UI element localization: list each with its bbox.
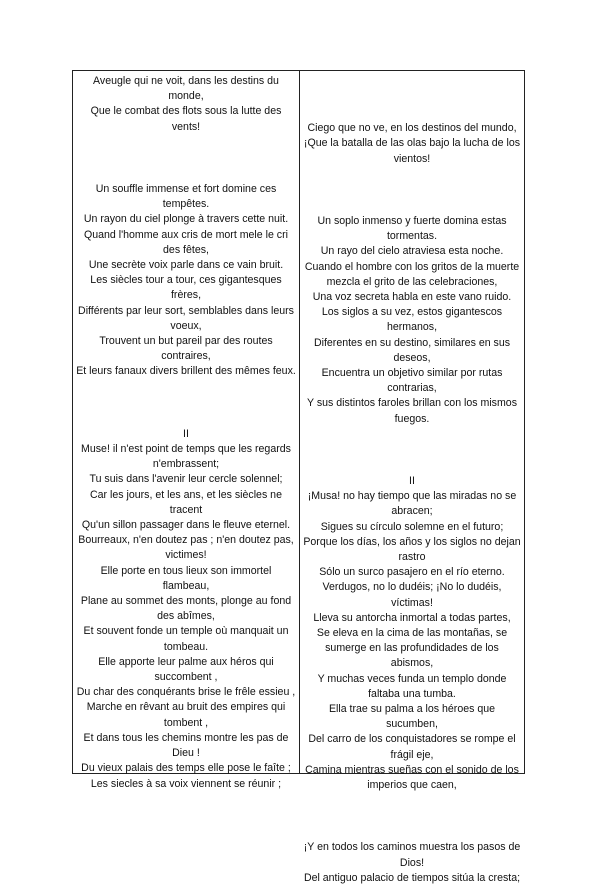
french-verse-line: Elle apporte leur palme aux héros qui succombent , [98,655,274,684]
spanish-verse-line: Cuando el hombre con los gritos de la muerte mezcla el grito de las celebraciones, [304,260,520,288]
spanish-verse-line: Se eleva en la cima de las montañas, se sumerge en las profundidades de los abismos, [316,627,508,670]
spanish-verse-line: ¡Que la batalla de las olas bajo la lucha de los vientos! [303,137,521,165]
french-verse-line: Car les jours, et les ans, et les siècles ne tracent [90,488,282,516]
french-column [73,71,300,790]
spanish-verse-line: Diferentes en su destino, similares en sus deseos, [313,336,511,364]
french-stanza-gap [76,151,296,166]
french-verse-line: Marche en rêvant au bruit des empires qui tombent , [86,701,286,729]
spanish-verse-line: Los siglos a su vez, estos gigantescos hermanos, [321,306,503,334]
french-verse-line: Différents par leur sort, semblables dans leurs voeux, [78,304,294,332]
french-verse-line: Tu suis dans l'avenir leur cercle solennel; [89,473,283,486]
french-verse-line: Muse! il n'est point de temps que les regards n'embrassent; [81,443,291,471]
french-verse-line: Du char des conquérants brise le frêle essieu , [76,686,296,699]
spanish-verse-line: Sigues su círculo solemne en el futuro; [320,520,504,533]
spanish-verse-line: Encuentra un objetivo similar por rutas contrarias, [321,367,503,395]
bilingual-poem-table [72,70,525,884]
french-verse-line: Du vieux palais des temps elle pose le faîte ; [81,762,291,775]
spanish-verse-line: Porque los días, los años y los siglos no dejan rastro [303,535,521,564]
spanish-verse-line: Y muchas veces funda un templo donde faltaba una tumba. [317,672,507,700]
spanish-verse-line: Una voz secreta habla en este vano ruido. [312,291,512,303]
french-verse-line: Qu'un sillon passager dans le fleuve eternel. [81,519,291,532]
spanish-verse-line: Camina mientras sueñas con el sonido de los imperios que caen, [305,763,519,792]
french-stanza-gap [76,396,296,411]
spanish-stanza-gap [303,809,521,824]
french-verse-line: Bourreaux, n'en doutez pas ; n'en doutez pas, victimes! [78,534,294,562]
spanish-verse-line: Lleva su antorcha inmortal a todas partes, [313,611,511,624]
french-verse-line: Un souffle immense et fort domine ces tempêtes. [95,183,277,211]
spanish-verse-line: Ciego que no ve, en los destinos del mundo, [307,122,517,135]
spanish-verse-line: Y sus distintos faroles brillan con los mismos fuegos. [307,397,517,425]
spanish-verse-line: Ella trae su palma a los héroes que sucumben, [328,703,496,731]
spanish-verse-line: Un rayo del cielo atraviesa esta noche. [320,245,504,258]
french-verse-line: Un rayon du ciel plonge à travers cette nuit. [83,213,289,226]
spanish-stanza-gap [303,183,521,198]
spanish-verse-line: ¡Musa! no hay tiempo que las miradas no se abracen; [307,490,517,518]
french-verse-line: Et dans tous les chemins montre les pas de Dieu ! [83,731,289,760]
spanish-stanza-gap [303,443,521,458]
french-verse-line: Que le combat des flots sous la lutte des vents! [90,105,282,133]
spanish-verse-line: Verdugos, no lo dudéis; ¡No lo dudéis, víctimas! [322,581,502,609]
spanish-verse-line: Un soplo inmenso y fuerte domina estas tormentas. [317,214,507,243]
french-verse-line: Quand l'homme aux cris de mort mele le cri des fêtes, [84,228,288,256]
french-verse-line: Une secrète voix parle dans ce vain bruit. [88,259,284,272]
french-verse-line: Et souvent fonde un temple où manquait un tombeau. [83,625,289,653]
french-verse-line: Les siecles à sa voix viennent se réunir ; [90,777,282,790]
french-verse-line: Plane au sommet des monts, plonge au fond des abîmes, [80,595,292,623]
spanish-stanza-gap [303,90,521,105]
spanish-column [300,71,524,884]
spanish-verse-line: II [409,475,415,488]
spanish-verse-line: Del carro de los conquistadores se rompe el frágil eje, [308,733,516,761]
french-verse-line: Et leurs fanaux divers brillent des mêmes feux. [76,365,296,378]
spanish-verse-line: Sólo un surco pasajero en el río eterno. [319,566,505,579]
french-verse-line: II [183,427,189,440]
french-verse-line: Trouvent un but pareil par des routes contraires, [99,335,273,363]
french-verse-line: Les siècles tour a tour, ces gigantesques frères, [90,274,282,302]
spanish-verse-line: ¡Y en todos los caminos muestra los pasos de Dios! [303,841,521,869]
spanish-verse-line: Del antiguo palacio de tiempos sitúa la cresta; [303,871,521,884]
french-verse-line: Elle porte en tous lieux son immortel flambeau, [100,564,272,592]
french-verse-line: Aveugle qui ne voit, dans les destins du monde, [93,75,279,103]
